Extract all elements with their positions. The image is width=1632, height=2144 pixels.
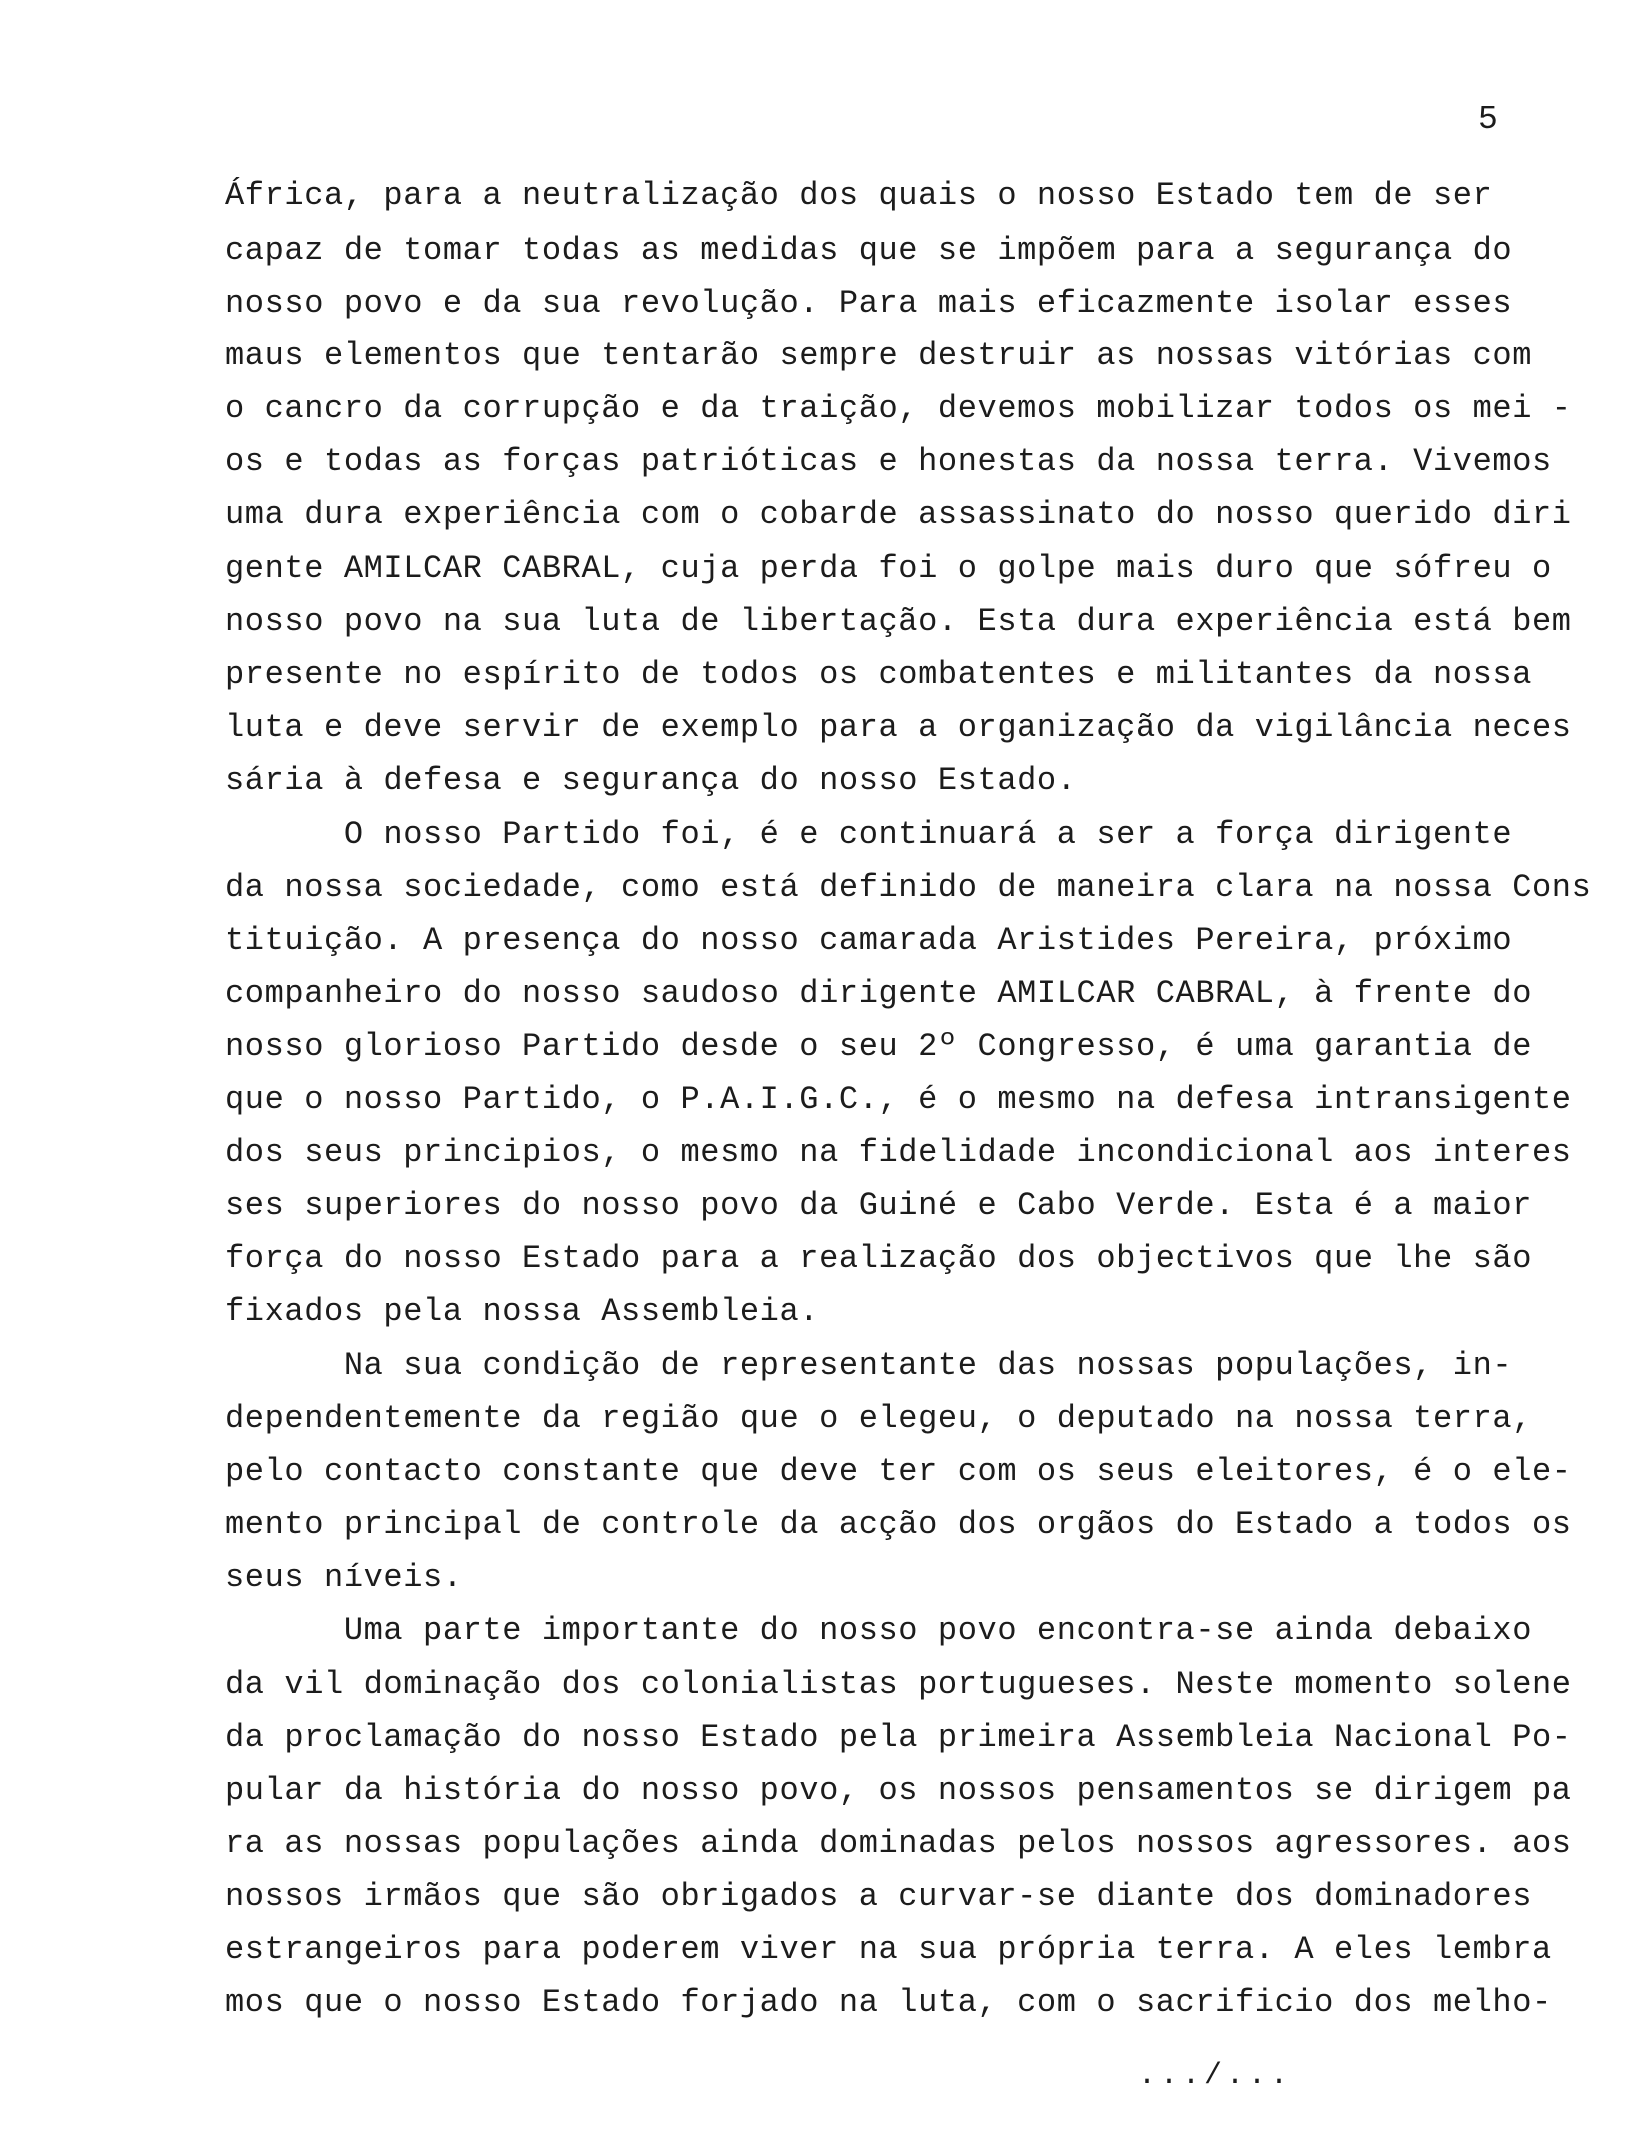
- text-line: maus elementos que tentarão sempre destruir as nossas vitórias com: [225, 337, 1533, 374]
- text-line: Na sua condição de representante das nossas populações, in-: [225, 1347, 1513, 1384]
- continuation-mark: .../...: [1138, 2059, 1293, 2093]
- text-line: seus níveis.: [225, 1559, 463, 1596]
- text-line: nosso povo e da sua revolução. Para mais eficazmente isolar esses: [225, 285, 1513, 322]
- page-number: 5: [1478, 101, 1498, 138]
- text-line: gente AMILCAR CABRAL, cuja perda foi o golpe mais duro que sófreu o: [225, 550, 1552, 587]
- text-line: dos seus principios, o mesmo na fidelidade incondicional aos interes: [225, 1134, 1572, 1171]
- text-line: Uma parte importante do nosso povo encontra-se ainda debaixo: [225, 1612, 1533, 1649]
- text-line: África, para a neutralização dos quais o nosso Estado tem de ser: [225, 177, 1493, 214]
- text-line: ses superiores do nosso povo da Guiné e Cabo Verde. Esta é a maior: [225, 1187, 1533, 1224]
- text-line: mento principal de controle da acção dos orgãos do Estado a todos os: [225, 1506, 1572, 1543]
- text-line: luta e deve servir de exemplo para a organização da vigilância neces: [225, 709, 1572, 746]
- text-line: o cancro da corrupção e da traição, devemos mobilizar todos os mei -: [225, 390, 1572, 427]
- text-line: da vil dominação dos colonialistas portugueses. Neste momento solene: [225, 1666, 1572, 1703]
- text-line: companheiro do nosso saudoso dirigente AMILCAR CABRAL, à frente do: [225, 975, 1533, 1012]
- text-line: sária à defesa e segurança do nosso Estado.: [225, 762, 1077, 799]
- text-line: capaz de tomar todas as medidas que se impõem para a segurança do: [225, 232, 1513, 269]
- text-line: da nossa sociedade, como está definido de maneira clara na nossa Cons: [225, 869, 1592, 906]
- text-line: uma dura experiência com o cobarde assassinato do nosso querido diri: [225, 496, 1572, 533]
- text-line: mos que o nosso Estado forjado na luta, com o sacrificio dos melho-: [225, 1984, 1552, 2021]
- text-line: nossos irmãos que são obrigados a curvar-se diante dos dominadores: [225, 1878, 1533, 1915]
- text-line: nosso glorioso Partido desde o seu 2º Congresso, é uma garantia de: [225, 1028, 1533, 1065]
- text-line: ra as nossas populações ainda dominadas pelos nossos agressores. aos: [225, 1825, 1572, 1862]
- text-line: os e todas as forças patrióticas e honestas da nossa terra. Vivemos: [225, 443, 1552, 480]
- text-line: pular da história do nosso povo, os nossos pensamentos se dirigem pa: [225, 1772, 1572, 1809]
- text-line: da proclamação do nosso Estado pela primeira Assembleia Nacional Po-: [225, 1719, 1572, 1756]
- text-line: fixados pela nossa Assembleia.: [225, 1293, 820, 1330]
- text-line: força do nosso Estado para a realização dos objectivos que lhe são: [225, 1240, 1533, 1277]
- text-line: presente no espírito de todos os combatentes e militantes da nossa: [225, 656, 1533, 693]
- text-line: O nosso Partido foi, é e continuará a ser a força dirigente: [225, 816, 1513, 853]
- text-line: pelo contacto constante que deve ter com os seus eleitores, é o ele-: [225, 1453, 1572, 1490]
- text-line: estrangeiros para poderem viver na sua própria terra. A eles lembra: [225, 1931, 1552, 1968]
- text-line: nosso povo na sua luta de libertação. Esta dura experiência está bem: [225, 603, 1572, 640]
- text-line: dependentemente da região que o elegeu, o deputado na nossa terra,: [225, 1400, 1533, 1437]
- text-line: que o nosso Partido, o P.A.I.G.C., é o mesmo na defesa intransigente: [225, 1081, 1572, 1118]
- text-line: tituição. A presença do nosso camarada Aristides Pereira, próximo: [225, 922, 1513, 959]
